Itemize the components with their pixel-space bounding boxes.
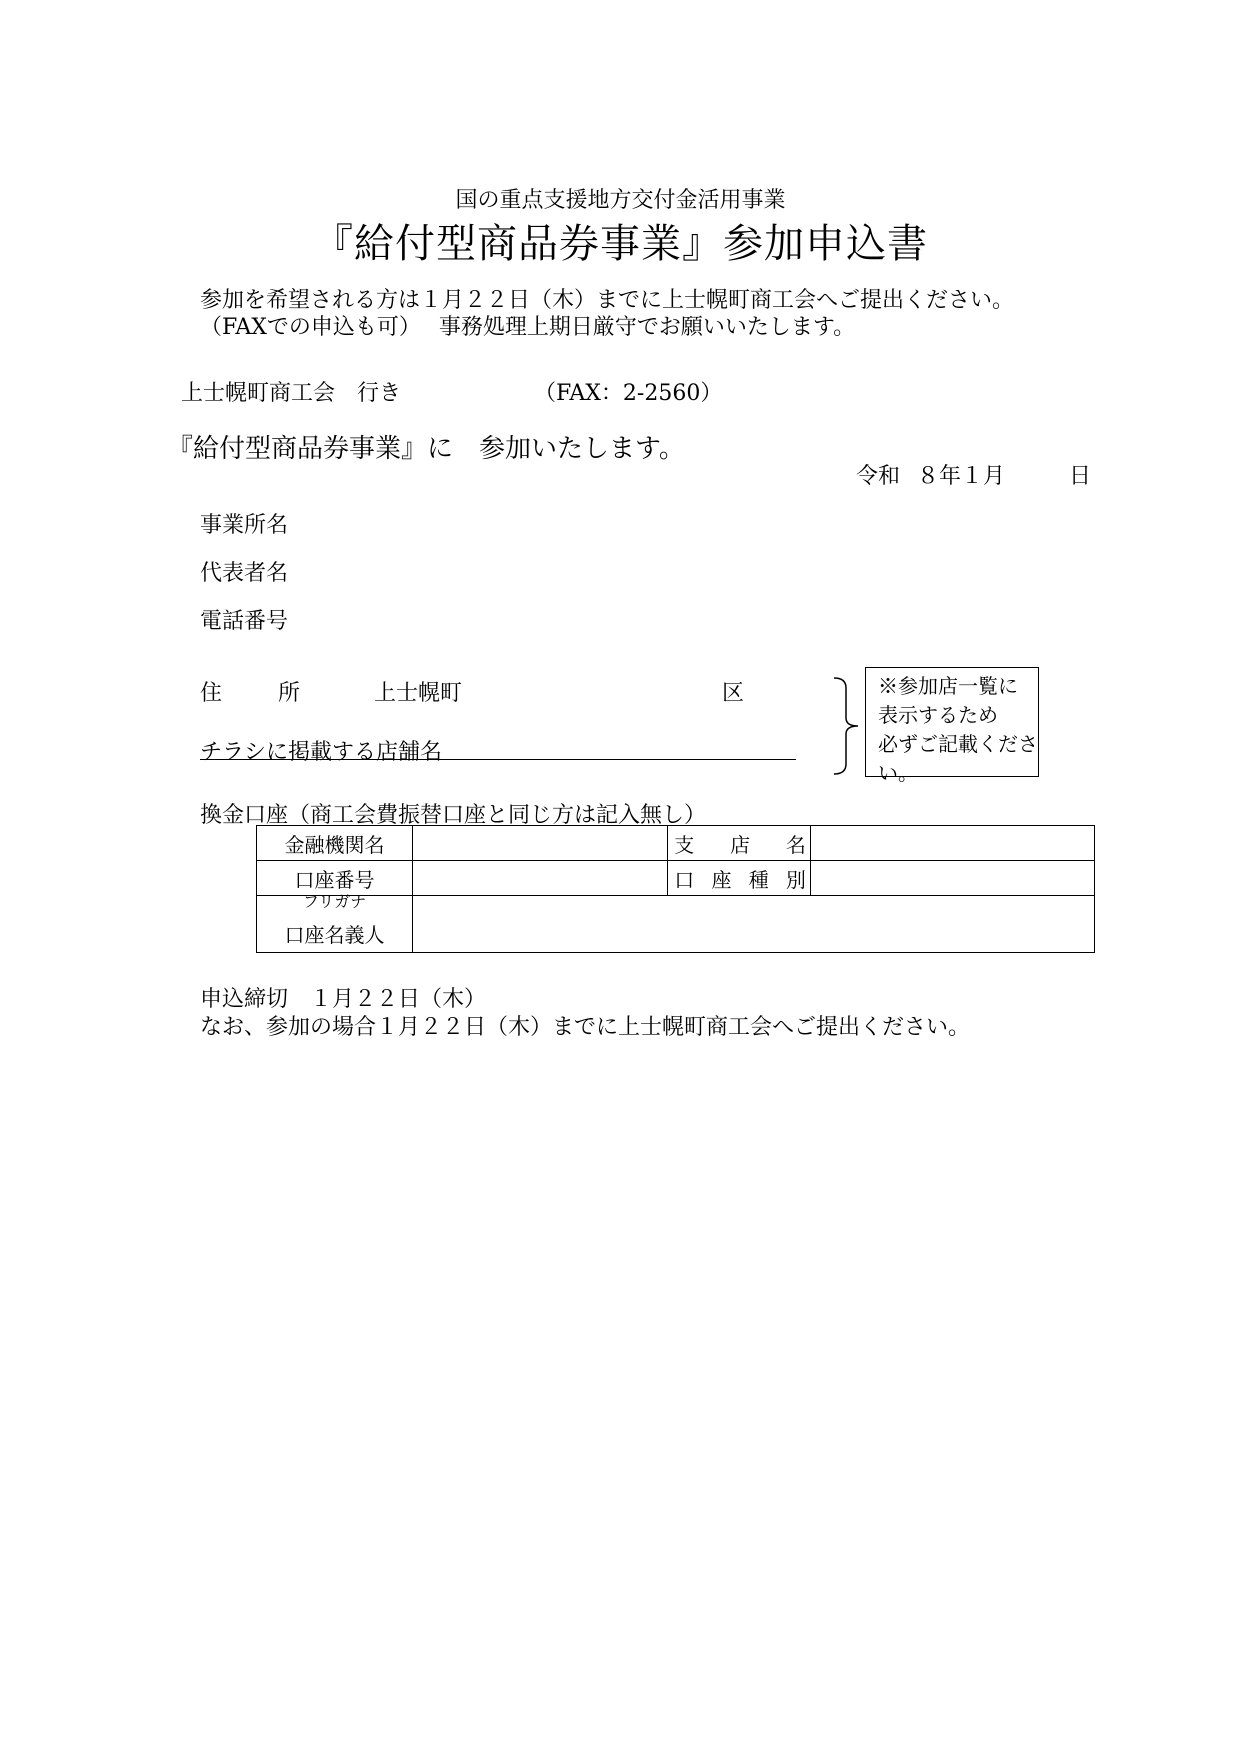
account-type-label <box>668 861 811 896</box>
branch-char-3: 名 <box>785 832 806 857</box>
note-line-1: ※参加店一覧に <box>878 674 1018 698</box>
account-number-field[interactable] <box>413 861 668 896</box>
store-name-underline <box>200 759 796 760</box>
address-town: 上士幌町 <box>374 681 463 706</box>
document-title: 『給付型商品券事業』参加申込書 <box>313 221 928 267</box>
branch-name-label <box>668 826 811 861</box>
intro-line-2: （FAXでの申込も可） 事務処理上期日厳守でお願いいたします。 <box>200 315 856 340</box>
bank-name-field[interactable] <box>413 826 668 861</box>
representative-label: 代表者名 <box>200 561 289 586</box>
date-era: 令和 <box>856 464 901 489</box>
business-name-label: 事業所名 <box>200 513 289 538</box>
deadline-line-2: なお、参加の場合１月２２日（木）までに上士幌町商工会へご提出ください。 <box>200 1015 971 1040</box>
date-year-month: ８年１月 <box>917 464 1006 489</box>
account-number-label: 口座番号 <box>257 861 413 896</box>
branch-char-2: 店 <box>730 832 751 857</box>
fax-number: （FAX：2-2560） <box>534 381 723 406</box>
table-row <box>257 861 1095 896</box>
branch-name-field[interactable] <box>810 826 1094 861</box>
document-subtitle: 国の重点支援地方交付金活用事業 <box>455 188 786 213</box>
table-row <box>257 896 1095 953</box>
store-name-label: チラシに掲載する店舗名 <box>200 740 443 765</box>
note-line-2: 表示するため <box>878 703 998 727</box>
phone-label: 電話番号 <box>200 609 289 634</box>
account-type-char-2: 座 <box>711 867 732 892</box>
bank-name-label: 金融機関名 <box>257 826 413 861</box>
curly-bracket <box>832 676 862 776</box>
account-holder-label <box>257 891 413 953</box>
recipient-label: 上士幌町商工会 行き <box>181 381 402 406</box>
intro-line-1: 参加を希望される方は１月２２日（木）までに上士幌町商工会へご提出ください。 <box>200 288 1015 313</box>
note-line-3: 必ずご記載ください。 <box>878 732 1038 785</box>
branch-char-1: 支 <box>674 832 695 857</box>
account-type-field[interactable] <box>810 861 1094 896</box>
address-label: 住 所 <box>200 681 305 706</box>
account-heading: 換金口座（商工会費振替口座と同じ方は記入無し） <box>200 803 707 828</box>
table-row <box>257 826 1095 861</box>
furigana-label: フリガナ <box>302 891 367 911</box>
note-box <box>865 667 1039 785</box>
account-type-char-3: 種 <box>748 867 769 892</box>
account-type-char-1: 口 <box>674 867 695 892</box>
account-holder-text: 口座名義人 <box>284 922 385 947</box>
participation-statement: 『給付型商品券事業』に 参加いたします。 <box>167 434 685 464</box>
account-table <box>256 825 1095 953</box>
account-type-char-4: 別 <box>785 867 806 892</box>
address-ku: 区 <box>722 681 745 706</box>
deadline-line-1: 申込締切 １月２２日（木） <box>200 987 487 1012</box>
date-day-label: 日 <box>1069 464 1092 489</box>
account-holder-field[interactable] <box>413 896 1095 953</box>
